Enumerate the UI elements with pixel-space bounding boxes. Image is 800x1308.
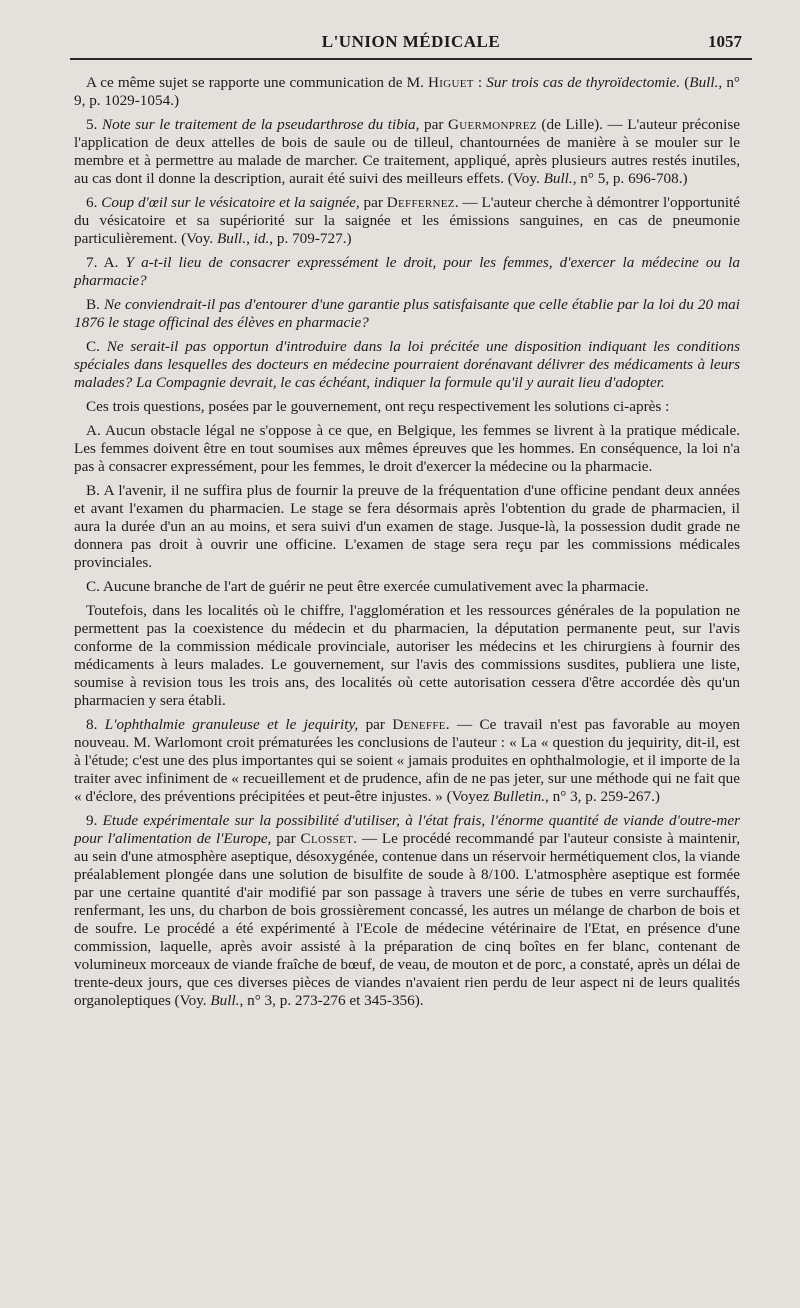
text-run: , n° 9, p. 1029-1054.)	[74, 74, 741, 109]
text-run: C. Aucune branche de l'art de guérir ne peut être exercée cumulativement avec la pharmacie.	[86, 578, 649, 595]
italic-text: Bull.	[216, 230, 247, 247]
text-run: . — Le procédé recommandé par l'auteur consiste à maintenir, au sein d'une atmosphère aseptique, désoxygénée, contenue dans un réservoir hermétiquement clos, la viande préalablement plongée dans une solution de bisulfite de soude à 8/100. L'atmosphère aseptique est formée par une certaine quantité d'air modifié par son passage à travers une série de tubes en verre surchauffés, renfermant, les uns, du charbon de bois grossièrement concassé, les autres un mélange de charbon de bois et de soufre. Le procédé a été expérimenté à l'Ecole de médecine vétérinaire de l'Etat, en présence d'une commission, laquelle, après avoir assisté à la préparation de cinq boîtes en fer blanc, contenant de volumineux morceaux de viande fraîche de bœuf, de veau, de mouton et de porc, a constaté, après un délai de trente-deux jours, que ces diverses pièces de viandes n'avaient rien perdu de leur aspect ni de leurs qualités organoleptiques (Voy.	[74, 830, 740, 1009]
author-name: Closset	[300, 830, 354, 847]
italic-text: id.	[253, 230, 270, 247]
text-run: B. A l'avenir, il ne suffira plus de fournir la preuve de la fréquentation d'une officine pendant deux années et avant l'examen du pharmacien. Le stage se fera désormais après l'obtention du grade de pharmacien, il aura la durée d'un an au moins, et sera suivi d'un examen de stage. Jusque-là, la possession dudit grade ne donnera pas droit à ouvrir une officine. L'examen de stage sera reçu par les commissions médicales provinciales.	[74, 482, 740, 571]
text-run: :	[473, 74, 487, 91]
author-name: Higuet	[428, 74, 474, 91]
page-header	[70, 30, 752, 60]
text-run: , p. 709-727.)	[269, 230, 352, 247]
text-run: , n° 3, p. 259-267.)	[545, 788, 660, 805]
text-run: , n° 3, p. 273-276 et 345-356).	[239, 992, 424, 1009]
italic-text: Note sur le traitement de la pseudarthrose du tibia,	[101, 116, 420, 133]
italic-text: Bull.	[543, 170, 573, 187]
italic-text: Ne serait-il pas opportun d'introduire dans la loi précitée une disposition indiquant les conditions spéciales dans lesquelles des docteurs en médecine pourraient dorénavant délivrer des médicaments à leurs malades? La Compagnie devrait, le cas échéant, indiquer la formule qu'il y aurait lieu d'adopter.	[74, 338, 740, 391]
text-run: 7. A.	[86, 254, 126, 271]
author-name: Deneffe	[392, 716, 446, 733]
paragraph-item-9	[74, 812, 740, 1010]
italic-text: L'ophthalmie granuleuse et le jequirity,	[104, 716, 359, 733]
text-run: ,	[246, 230, 254, 247]
text-run: par	[271, 830, 301, 847]
text-run: 9.	[86, 812, 103, 829]
paragraph-solution-b	[74, 482, 740, 572]
author-name: Deffernez	[386, 194, 455, 211]
text-run: (de Lille). — L'auteur préconise l'application de deux attelles de bois de saule ou de tilleul, chantournées de manière à se mouler sur le membre et à permettre au malade de marcher. Ce traitement, appliqué, après plusieurs autres restés inutiles, au cas dont il donne la description, aurait été suivi des meilleurs effets. (Voy.	[74, 116, 741, 187]
italic-text: Bulletin.	[493, 788, 546, 805]
text-run: 5.	[86, 116, 102, 133]
text-run: . — L'auteur cherche à démontrer l'opportunité du vésicatoire et sa supériorité sur la saignée et les émissions sanguines, en cas de pneumonie particulièrement. (Voy.	[74, 194, 741, 247]
paragraph-question-a	[74, 254, 740, 290]
text-run: A ce même sujet se rapporte une communication de M.	[86, 74, 429, 91]
paragraph-solution-a	[74, 422, 740, 476]
paragraph-item-5	[74, 116, 740, 188]
paragraph-item-8	[74, 716, 740, 806]
text-run: B.	[86, 296, 105, 313]
text-run: A. Aucun obstacle légal ne s'oppose à ce que, en Belgique, les femmes se livrent à la pratique médicale. Les femmes doivent être en tout soumises aux mêmes épreuves que les hommes. En conséquence, la loi n'a pas à consacrer expressément, pour les femmes, le droit d'exercer la médecine ou la pharmacie.	[74, 422, 740, 475]
italic-text: Etude expérimentale sur la possibilité d'utiliser, à l'état frais, l'énorme quantité de viande d'outre-mer pour l'alimentation de l'Europe,	[74, 812, 740, 847]
text-run: par	[358, 716, 393, 733]
text-run: Toutefois, dans les localités où le chiffre, l'agglomération et les ressources générales de la population ne permettent pas la coexistence du médecin et du pharmacien, la députation permanente peut, sur l'avis conforme de la commission médicale provinciale, autoriser les médecins et les chirurgiens à fournir des médicaments à leurs malades. Le gouvernement, sur l'avis des commissions susdites, publiera une liste, soumise à revision tous les trois ans, des localités où cette autorisation cessera d'être accordée dès qu'un pharmacien y sera établi.	[74, 602, 740, 709]
text-run: (	[680, 74, 690, 91]
running-head: L'UNION MÉDICALE	[321, 32, 501, 51]
paragraph-solutions-intro	[74, 398, 740, 416]
text-run: . — Ce travail n'est pas favorable au moyen nouveau. M. Warlomont croit prématurées les conclusions de l'auteur : « La « question du jequirity, dit-il, est à l'étude; c'est une des plus importantes qui se soient « jamais produites en ophthalmologie, et il importe de la traiter avec infiniment de « recueillement et de prudence, afin de ne pas jeter, sur une méthode qui ne fait que « d'éclore, des préventions précipitées et peut-être injustes. » (Voyez	[74, 716, 740, 805]
paragraph-solution-c-cont	[74, 602, 740, 710]
paragraph-question-b	[74, 296, 740, 332]
paragraph-thyroidectomy	[74, 74, 740, 110]
text-run: par	[419, 116, 448, 133]
paragraph-solution-c	[74, 578, 740, 596]
italic-text: Bull.	[689, 74, 719, 91]
italic-text: Y a-t-il lieu de consacrer expressément le droit, pour les femmes, d'exercer la médecine ou la pharmacie?	[74, 254, 740, 289]
text-run: , n° 5, p. 696-708.)	[572, 170, 688, 187]
body-text	[74, 60, 740, 1010]
text-run: 8.	[86, 716, 105, 733]
paragraph-question-c	[74, 338, 740, 392]
italic-text: Bull.	[210, 992, 240, 1009]
text-run: C.	[86, 338, 107, 355]
italic-text: Ne conviendrait-il pas d'entourer d'une garantie plus satisfaisante que celle établie par la loi du 20 mai 1876 le stage officinal des élèves en pharmacie?	[74, 296, 740, 331]
italic-text: Sur trois cas de thyroïdectomie.	[486, 74, 681, 91]
paragraph-item-6	[74, 194, 740, 248]
author-name: Guermonprez	[448, 116, 537, 133]
italic-text: Coup d'œil sur le vésicatoire et la saignée,	[101, 194, 360, 211]
text-run: Ces trois questions, posées par le gouvernement, ont reçu respectivement les solutions ci-après :	[86, 398, 670, 415]
text-run: 6.	[86, 194, 102, 211]
page-number: 1057	[708, 32, 742, 51]
text-run: par	[359, 194, 387, 211]
